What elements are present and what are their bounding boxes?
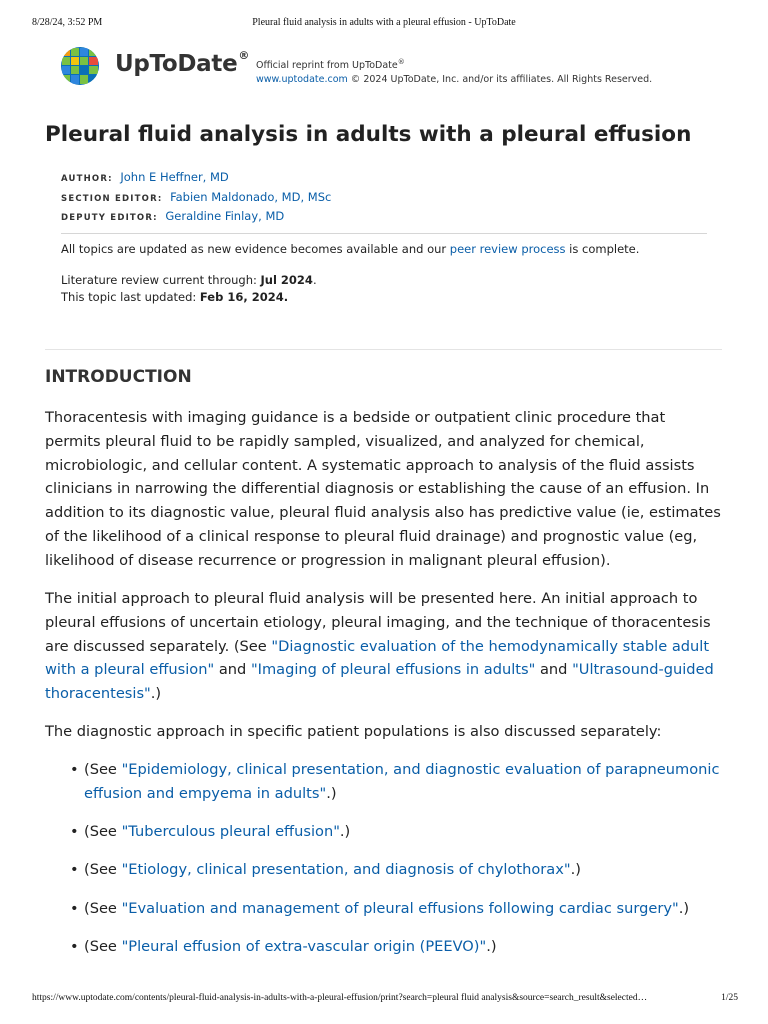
intro-paragraph-2 bbox=[45, 587, 723, 706]
bullet-icon: • bbox=[70, 761, 79, 778]
paragraph-text: and bbox=[214, 661, 251, 679]
update-text: All topics are updated as new evidence becomes available and our bbox=[61, 242, 450, 256]
paragraph-text: .) bbox=[150, 685, 162, 703]
paragraph-text: The initial approach to pleural fluid analysis will be presented here. An initial approach to pleural effusions of uncertain etiology, pleural imaging, and the technique of thoracentesis are discussed separately. (See bbox=[45, 590, 711, 655]
list-item bbox=[70, 820, 720, 844]
list-item-prefix: (See bbox=[84, 761, 122, 778]
credit-deputy-editor bbox=[61, 208, 331, 228]
literature-review-label: Literature review current through: bbox=[61, 273, 261, 287]
reprint-registered-mark: ® bbox=[397, 58, 405, 66]
logo-text: UpToDate bbox=[115, 51, 238, 77]
list-item bbox=[70, 935, 720, 959]
list-item bbox=[70, 897, 720, 921]
article-title: Pleural fluid analysis in adults with a pleural effusion bbox=[45, 122, 692, 147]
literature-review-end: . bbox=[312, 273, 317, 287]
print-header bbox=[32, 17, 736, 31]
list-item-suffix: .) bbox=[570, 861, 581, 879]
literature-review-line bbox=[61, 272, 317, 289]
bullet-icon: • bbox=[70, 861, 79, 879]
credit-author bbox=[61, 169, 331, 189]
page-number: 1/25 bbox=[721, 993, 738, 1003]
last-updated-label: This topic last updated: bbox=[61, 290, 200, 304]
divider bbox=[61, 233, 707, 234]
reprint-line1 bbox=[256, 55, 652, 73]
literature-review-date: Jul 2024 bbox=[260, 273, 313, 287]
credit-role: SECTION EDITOR: bbox=[61, 193, 163, 204]
intro-paragraph-3: The diagnostic approach in specific patient populations is also discussed separately: bbox=[45, 723, 662, 740]
uptodate-logo[interactable] bbox=[60, 46, 250, 90]
topic-link-peevo[interactable]: "Pleural effusion of extra-vascular origin (PEEVO)" bbox=[121, 937, 487, 955]
reprint-text: Official reprint from UpToDate bbox=[256, 60, 398, 72]
reprint-line2 bbox=[256, 73, 652, 87]
related-topics-list bbox=[70, 758, 720, 973]
section-heading-introduction: INTRODUCTION bbox=[45, 367, 192, 387]
peer-review-link[interactable]: peer review process bbox=[449, 242, 566, 256]
credit-role: AUTHOR: bbox=[61, 174, 113, 184]
intro-paragraph-1: Thoracentesis with imaging guidance is a bedside or outpatient clinic procedure that permits pleural fluid to be rapidly sampled, visualized, and analyzed for chemical, microbiologic, and cellular content. A systematic approach to analysis of the fluid assists clinicians in narrowing the differential diagnosis or establishing the cause of an effusion. In addition to its diagnostic value, pleural fluid analysis also has predictive value (ie, estimates of the likelihood of a clinical response to pleural fluid drainage) and prognostic value (eg, likelihood of disease recurrence or progression in malignant pleural effusion). bbox=[45, 409, 721, 569]
uptodate-site-link[interactable]: www.uptodate.com bbox=[256, 74, 348, 86]
logo-wordmark bbox=[115, 51, 249, 77]
article-credits bbox=[61, 169, 331, 228]
list-item-prefix: (See bbox=[84, 937, 122, 955]
topic-link-tuberculous-effusion[interactable]: "Tuberculous pleural effusion" bbox=[121, 823, 340, 841]
paragraph-text: and bbox=[535, 661, 573, 679]
topic-link-parapneumonic-effusion[interactable]: "Epidemiology, clinical presentation, and diagnostic evaluation of parapneumonic effusion and empyema in adults" bbox=[84, 761, 720, 802]
list-item-suffix: .) bbox=[326, 784, 337, 802]
print-page-title: Pleural fluid analysis in adults with a pleural effusion - UpToDate bbox=[252, 17, 516, 28]
topic-link-imaging[interactable]: "Imaging of pleural effusions in adults" bbox=[250, 661, 536, 679]
divider bbox=[45, 349, 722, 350]
reprint-notice bbox=[256, 55, 652, 87]
list-item-prefix: (See bbox=[84, 861, 122, 879]
print-datetime: 8/28/24, 3:52 PM bbox=[32, 17, 103, 28]
bullet-icon: • bbox=[70, 937, 79, 955]
list-item bbox=[70, 858, 720, 882]
uptodate-globe-icon bbox=[60, 46, 100, 86]
logo-registered-mark: ® bbox=[238, 49, 250, 63]
update-notice bbox=[61, 242, 639, 256]
deputy-editor-link[interactable]: Geraldine Finlay, MD bbox=[165, 209, 285, 223]
section-editor-link[interactable]: Fabien Maldonado, MD, MSc bbox=[170, 189, 332, 204]
bullet-icon: • bbox=[70, 823, 79, 841]
bullet-icon: • bbox=[70, 899, 79, 917]
author-link[interactable]: John E Heffner, MD bbox=[120, 170, 229, 184]
last-updated-date: Feb 16, 2024. bbox=[199, 290, 289, 304]
list-item-suffix: .) bbox=[678, 899, 690, 917]
topic-link-cardiac-surgery-effusions[interactable]: "Evaluation and management of pleural effusions following cardiac surgery" bbox=[121, 899, 679, 917]
credit-section-editor bbox=[61, 189, 331, 209]
topic-link-chylothorax[interactable]: "Etiology, clinical presentation, and diagnosis of chylothorax" bbox=[121, 861, 571, 879]
list-item-prefix: (See bbox=[84, 899, 122, 917]
list-item-suffix: .) bbox=[486, 937, 497, 955]
update-text-end: is complete. bbox=[565, 242, 640, 256]
print-footer bbox=[32, 993, 738, 1007]
list-item bbox=[70, 758, 720, 806]
last-updated-line bbox=[61, 289, 317, 306]
list-item-suffix: .) bbox=[339, 823, 351, 841]
topic-link-diagnostic-evaluation[interactable]: "Diagnostic evaluation of the hemodynamically stable adult with a pleural effusion" bbox=[45, 637, 710, 679]
topic-link-ultrasound-thoracentesis[interactable]: "Ultrasound-guided thoracentesis" bbox=[45, 661, 714, 703]
list-item-prefix: (See bbox=[84, 823, 122, 841]
copyright-text: © 2024 UpToDate, Inc. and/or its affiliates. All Rights Reserved. bbox=[347, 74, 653, 86]
review-dates bbox=[61, 272, 317, 306]
print-url: https://www.uptodate.com/contents/pleural-fluid-analysis-in-adults-with-a-pleural-effusion/print?search=pleural fluid analysis&source=search_result&selected… bbox=[32, 993, 648, 1003]
credit-role: DEPUTY EDITOR: bbox=[61, 213, 158, 223]
